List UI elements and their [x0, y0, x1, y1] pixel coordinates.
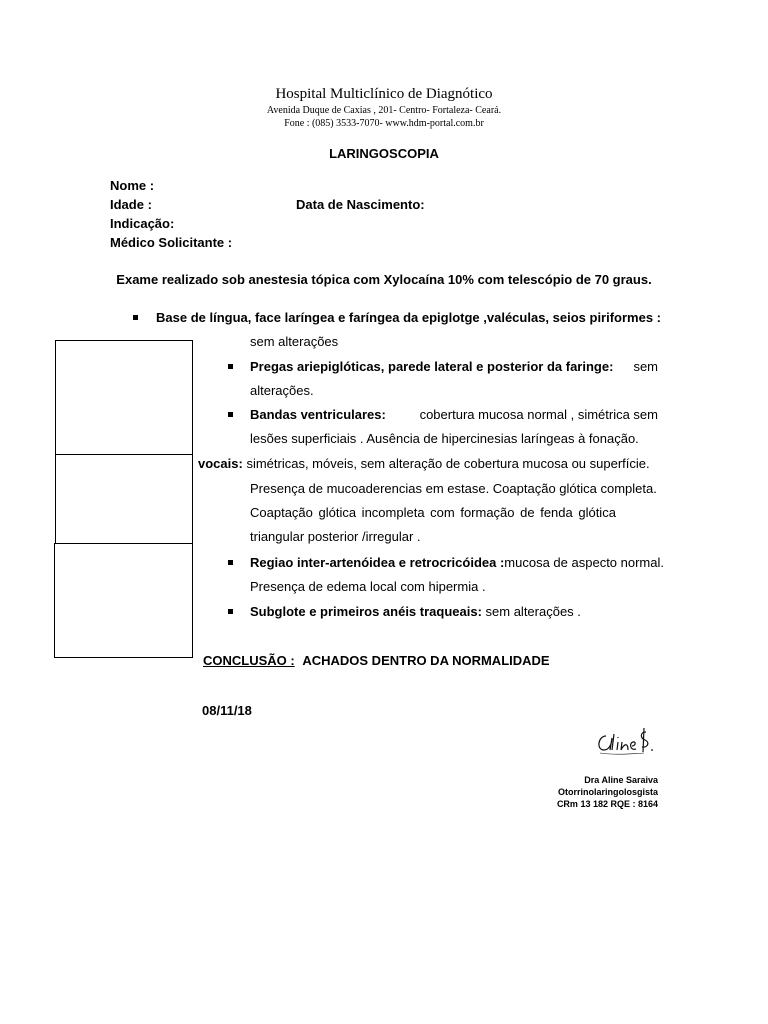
signature-block [557, 774, 658, 810]
doctor-name: Dra Aline Saraiva [584, 775, 658, 785]
requesting-doctor-label: Médico Solicitante : [110, 235, 233, 250]
finding-4-text-4: triangular posterior /irregular . [250, 529, 421, 544]
finding-5-text-1: mucosa de aspecto normal. [504, 555, 664, 570]
age-label: Idade : [110, 197, 152, 212]
finding-5-text-2: Presença de edema local com hipermia . [250, 579, 486, 594]
hospital-phone: Fone : (085) 3533-7070- www.hdm-portal.com.br [284, 118, 484, 129]
finding-4-text-3: Coaptação glótica incompleta com formação de fenda glótica [250, 505, 616, 520]
finding-3-line-1 [250, 407, 658, 422]
finding-2-text-1: sem [633, 359, 658, 374]
conclusion-label: CONCLUSÃO : [203, 653, 295, 668]
report-date: 08/11/18 [202, 703, 252, 718]
doctor-crm: CRm 13 182 RQE : 8164 [556, 799, 658, 809]
report-title: LARINGOSCOPIA [329, 146, 439, 161]
finding-6-line [250, 604, 581, 619]
finding-4-text-3-row [250, 505, 658, 520]
finding-2-title: Pregas ariepiglóticas, parede lateral e posterior da faringe: [250, 359, 614, 374]
conclusion-text: ACHADOS DENTRO DA NORMALIDADE [302, 653, 550, 668]
finding-4-line-1 [198, 456, 650, 471]
indication-label: Indicação: [110, 216, 175, 231]
finding-2-line-1 [250, 359, 658, 374]
finding-4-title: vocais: [198, 456, 243, 471]
hospital-address: Avenida Duque de Caxias , 201- Centro- Fortaleza- Ceará. [266, 105, 502, 116]
finding-4-text-1: simétricas, móveis, sem alteração de cobertura mucosa ou superfície. [246, 456, 650, 471]
bullet-icon [228, 364, 233, 369]
finding-4-text-2: Presença de mucoaderencias em estase. Coaptação glótica completa. [250, 481, 657, 496]
finding-2-text-2: alterações. [250, 383, 314, 398]
finding-5-line-1 [250, 555, 664, 570]
doctor-specialty: Otorrinolaringolosgista [557, 787, 658, 797]
bullet-icon [133, 315, 138, 320]
bullet-icon [228, 412, 233, 417]
finding-3-text-1: cobertura mucosa normal , simétrica sem [419, 407, 658, 422]
finding-1-title: Base de língua, face laríngea e faríngea da epiglotge ,valéculas, seios piriformes : [156, 310, 662, 325]
finding-6-text: sem alterações . [485, 604, 581, 619]
name-label: Nome : [110, 178, 155, 193]
dob-label: Data de Nascimento: [296, 197, 425, 212]
hospital-name: Hospital Multiclínico de Diagnótico [275, 86, 493, 102]
bullet-icon [228, 560, 233, 565]
finding-1-text: sem alterações [250, 334, 339, 349]
finding-3-title: Bandas ventriculares: [250, 407, 386, 422]
finding-3-text-2: lesões superficiais . Ausência de hipercinesias laríngeas à fonação. [250, 431, 639, 446]
signature-image [592, 720, 662, 760]
conclusion-line [203, 653, 550, 668]
image-frame-1 [55, 340, 193, 458]
image-frame-3 [54, 543, 193, 658]
finding-5-title: Regiao inter-artenóidea e retrocricóidea : [250, 555, 505, 570]
bullet-icon [228, 609, 233, 614]
finding-6-title: Subglote e primeiros anéis traqueais: [250, 604, 482, 619]
exam-note: Exame realizado sob anestesia tópica com Xylocaína 10% com telescópio de 70 graus. [116, 272, 652, 287]
